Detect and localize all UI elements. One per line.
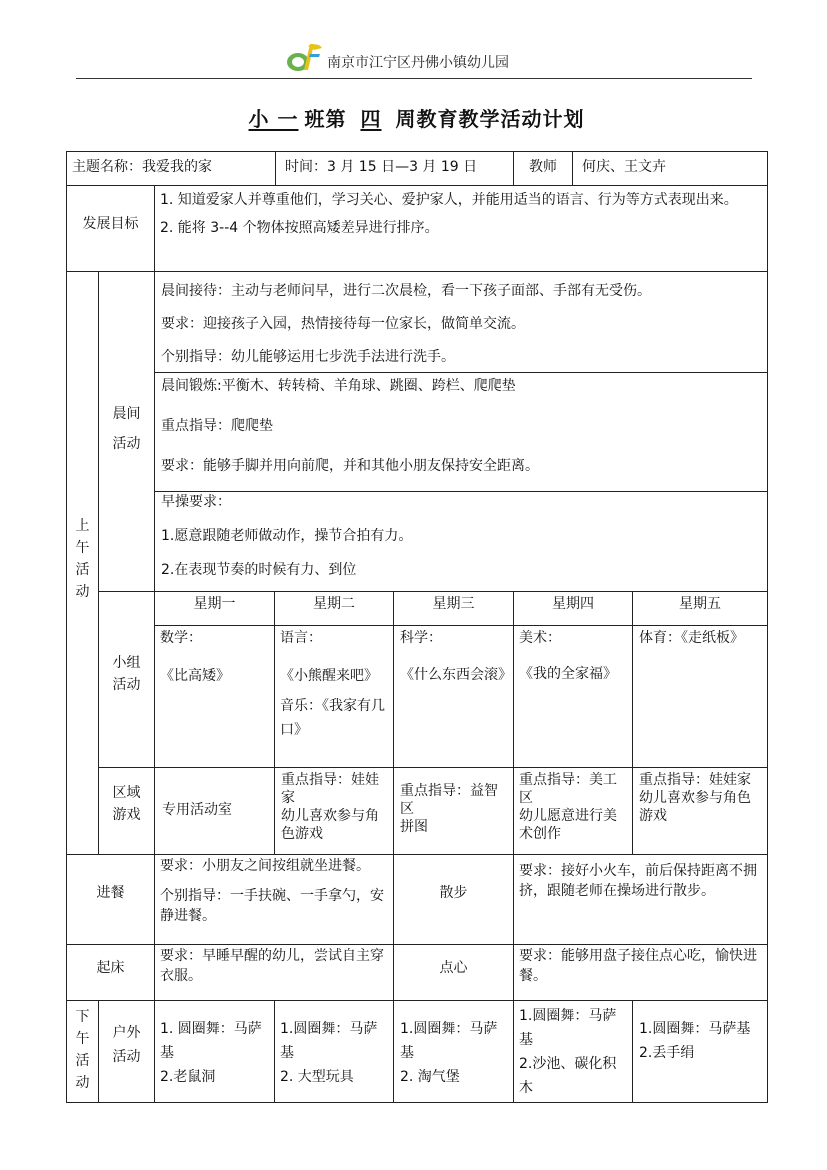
group-tue-music: 音乐：《我家有几口》 [280,698,385,738]
meal-text-line: 要求：小朋友之间按组就坐进餐。 [160,858,370,874]
group-fri-title: 体育：《走纸板》 [639,630,744,646]
day-header-fri: 星期五 [679,596,721,612]
title-mid1: 班第 [304,107,347,131]
teacher-names: 何庆、王文卉 [582,159,666,175]
group-tue [280,628,392,742]
group-tue-title: 《小熊醒来吧》 [280,668,378,684]
group-thu [519,628,631,684]
reception-line: 个别指导：幼儿能够运用七步洗手法进行洗手。 [161,349,455,365]
outdoor-tue-line: 1.圆圈舞：马萨基 [280,1021,378,1061]
group-tue-subject: 语言： [280,630,322,646]
goal-item: 1. 知道爱家人并尊重他们，学习关心、爱护家人，并能用适当的语言、行为等方式表现出来。 [160,192,738,208]
snack-label: 点心 [439,960,468,976]
snack-text: 要求：能够用盘子接住点心吃，愉快进餐。 [519,948,757,984]
outdoor-mon [160,1017,270,1089]
morning-label-char: 动 [75,584,90,600]
outdoor-thu-line: 2.沙池、碳化积木 [519,1056,617,1096]
area-games-label [99,782,154,826]
outdoor-tue [280,1017,390,1089]
title-week: 四 [360,107,382,131]
outdoor-wed-line: 2. 淘气堡 [400,1069,460,1085]
teacher-label: 教师 [529,159,557,175]
group-wed-subject: 科学： [400,630,442,646]
morning-section-label [67,515,98,603]
morning-reception [161,275,765,374]
wake-text: 要求：早睡早醒的幼儿，尝试自主穿衣服。 [160,948,384,984]
group-wed [400,628,512,686]
reception-line: 晨间接待：主动与老师问早，进行二次晨检，看一下孩子面部、手部有无受伤。 [161,283,651,299]
group-mon-title: 《比高矮》 [160,668,230,684]
morning-label-char: 上 [75,518,90,534]
area-tue: 重点指导：娃娃家 幼儿喜欢参与角色游戏 [281,772,379,842]
outdoor-label-line: 活动 [112,1049,141,1065]
day-header-mon: 星期一 [193,596,236,612]
outdoor-label-line: 户外 [112,1025,141,1041]
title-mid2: 周教育教学活动计划 [395,107,585,131]
week-time: 时间：3 月 15 日—3 月 19 日 [285,159,478,175]
afternoon-label-char: 活 [75,1053,90,1069]
area-fri: 重点指导：娃娃家 幼儿喜欢参与角色游戏 [639,772,751,824]
meal-text-line: 个别指导：一手扶碗、一手拿勺，安静进餐。 [160,888,384,924]
outdoor-fri-line: 2.丢手绢 [639,1045,695,1061]
morning-activity-label-line: 晨间 [112,406,141,422]
morning-activity-label-line: 活动 [112,436,141,452]
day-header-thu: 星期四 [552,596,594,612]
walk-text: 要求：接好小火车，前后保持距离不拥挤，跟随老师在操场进行散步。 [519,863,757,899]
area-wed: 重点指导：益智区 拼图 [400,783,498,835]
afternoon-label-char: 下 [75,1009,90,1025]
meal-label: 进餐 [96,885,125,901]
group-wed-title: 《什么东西会滚》 [400,667,512,683]
goals-list [160,190,762,238]
group-activity-label [99,652,154,696]
drill-line: 早操要求： [161,494,231,510]
group-label-line: 小组 [112,655,141,671]
outdoor-thu-line: 1.圆圈舞：马萨基 [519,1008,617,1048]
outdoor-tue-line: 2. 大型玩具 [280,1069,354,1085]
exercise-line: 重点指导：爬爬垫 [161,418,273,434]
walk-label: 散步 [439,885,468,901]
outdoor-fri-line: 1.圆圈舞：马萨基 [639,1021,751,1037]
outdoor-mon-line: 2.老鼠洞 [160,1069,216,1085]
exercise-line: 要求：能够手脚并用向前爬，并和其他小朋友保持安全距离。 [161,458,539,474]
day-header-tue: 星期二 [313,596,355,612]
drill-line: 1.愿意跟随老师做动作，操节合拍有力。 [161,528,413,544]
area-mon: 专用活动室 [162,802,232,818]
outdoor-fri [639,1017,763,1065]
group-label-line: 活动 [112,677,141,693]
morning-drill [161,492,765,580]
drill-line: 2.在表现节奏的时候有力、到位 [161,562,357,578]
afternoon-label-char: 午 [75,1031,90,1047]
goals-label: 发展目标 [82,216,139,232]
morning-activity-label [99,399,154,459]
meal-text [160,856,390,926]
group-fri [639,628,765,648]
day-header-wed: 星期三 [432,596,475,612]
group-mon [160,628,272,686]
outdoor-wed-line: 1.圆圈舞：马萨基 [400,1021,498,1061]
reception-line: 要求：迎接孩子入园，热情接待每一位家长，做简单交流。 [161,316,525,332]
afternoon-section-label [67,1006,98,1094]
area-label-line: 游戏 [112,807,141,823]
goal-item: 2. 能将 3--4 个物体按照高矮差异进行排序。 [160,220,439,236]
outdoor-wed [400,1017,510,1089]
title-class: 小 一 [248,107,299,131]
group-mon-subject: 数学： [160,630,202,646]
morning-label-char: 午 [75,540,90,556]
outdoor-activity-label [99,1021,154,1069]
area-thu: 重点指导：美工区 幼儿愿意进行美术创作 [519,772,617,842]
exercise-line: 晨间锻炼:平衡木、转转椅、羊角球、跳圈、跨栏、爬爬垫 [161,378,516,394]
morning-label-char: 活 [75,562,90,578]
school-name: 南京市江宁区丹佛小镇幼儿园 [327,55,509,71]
wake-label: 起床 [96,960,125,976]
area-label-line: 区域 [112,785,141,801]
group-thu-title: 《我的全家福》 [519,666,617,682]
theme-name: 主题名称：我爱我的家 [72,159,212,175]
afternoon-label-char: 动 [75,1075,90,1091]
morning-exercise [161,376,765,476]
group-thu-subject: 美术： [519,630,561,646]
outdoor-mon-line: 1. 圆圈舞：马萨基 [160,1021,262,1061]
outdoor-thu [519,1004,629,1100]
